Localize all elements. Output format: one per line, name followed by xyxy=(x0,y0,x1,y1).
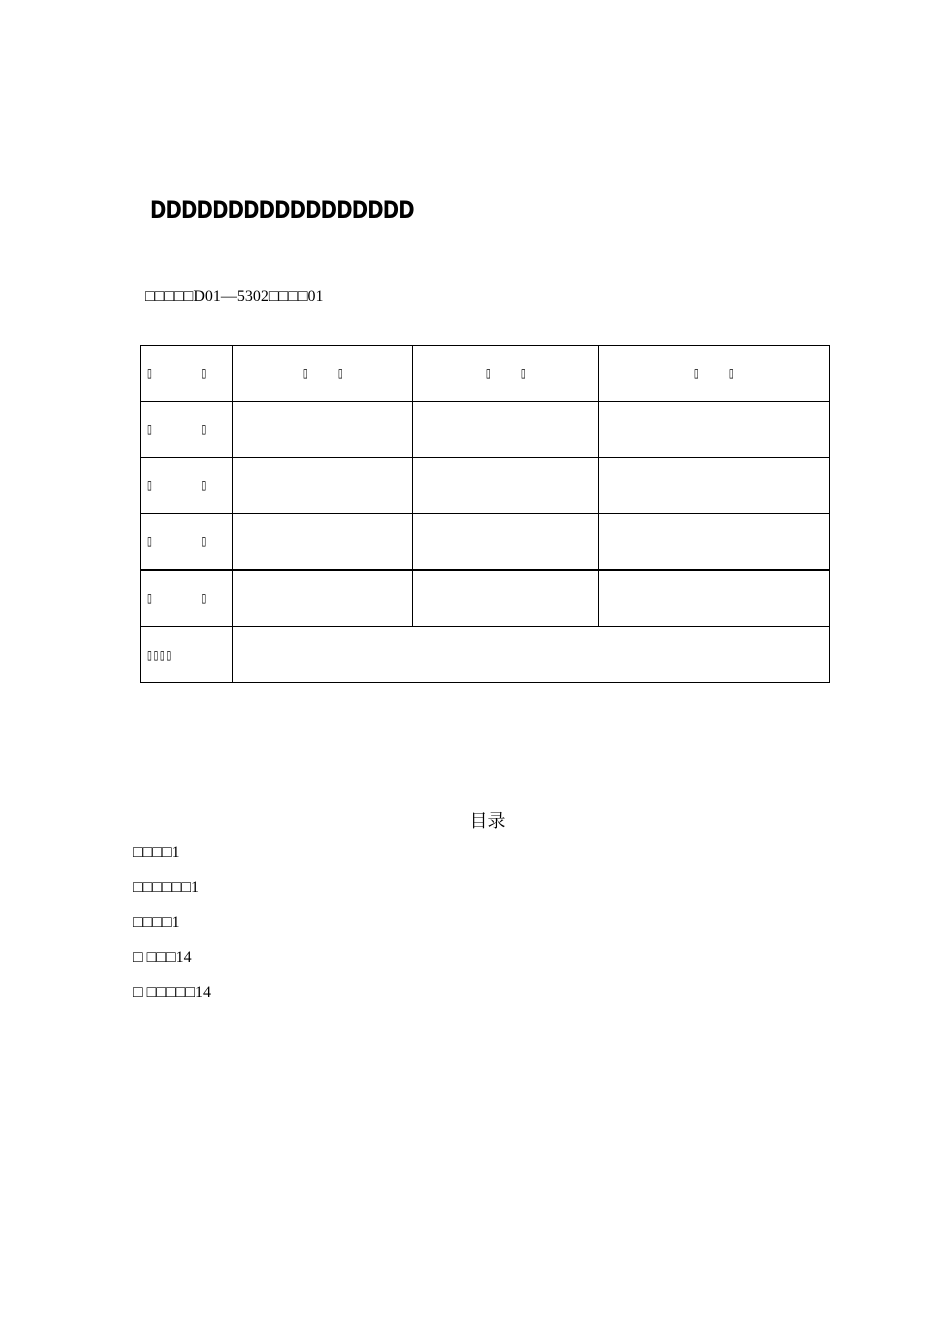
header-column-1 xyxy=(233,346,413,402)
toc-item[interactable]: □□□□□□1 xyxy=(133,879,199,896)
row-label-char: ▯ xyxy=(147,422,152,436)
header-char: ▯ xyxy=(520,366,526,380)
table-cell xyxy=(599,514,830,571)
table-cell xyxy=(233,402,413,458)
remarks-label: ▯▯▯▯ xyxy=(147,647,173,662)
toc-heading: 目录 xyxy=(469,811,506,832)
table-row xyxy=(141,402,830,458)
header-char: ▯ xyxy=(485,366,491,380)
header-label-char: ▯ xyxy=(201,366,207,380)
header-char: ▯ xyxy=(302,366,308,380)
table-row xyxy=(141,458,830,514)
row-label-cell xyxy=(141,570,233,627)
table-cell xyxy=(413,458,599,514)
toc-item[interactable]: □□□□1 xyxy=(133,844,180,861)
document-title: DDDDDDDDDDDDDDDDD xyxy=(150,196,414,224)
table-cell xyxy=(599,458,830,514)
table-cell xyxy=(413,402,599,458)
row-label-char: ▯ xyxy=(201,422,207,436)
row-label-cell xyxy=(141,402,233,458)
toc-item[interactable]: □ □□□□□14 xyxy=(133,984,211,1001)
table-cell xyxy=(233,570,413,627)
header-char: ▯ xyxy=(337,366,343,380)
remarks-label-cell xyxy=(141,627,233,683)
header-char: ▯ xyxy=(694,366,700,380)
row-label-cell xyxy=(141,458,233,514)
row-label-char: ▯ xyxy=(201,534,207,548)
table-cell xyxy=(233,458,413,514)
row-label-cell xyxy=(141,514,233,571)
table-cell xyxy=(599,402,830,458)
header-label-cell xyxy=(141,346,233,402)
remarks-row xyxy=(141,627,830,683)
header-label-char: ▯ xyxy=(147,366,152,380)
toc-list xyxy=(133,843,211,1018)
table-header-row xyxy=(141,346,830,402)
table-cell xyxy=(413,570,599,627)
remarks-cell xyxy=(233,627,830,683)
row-label-char: ▯ xyxy=(201,591,207,605)
toc-item[interactable]: □□□□1 xyxy=(133,914,180,931)
row-label-char: ▯ xyxy=(147,478,152,492)
table-cell xyxy=(599,570,830,627)
document-code: □□□□□D01—5302□□□□01 xyxy=(145,288,324,305)
row-label-char: ▯ xyxy=(147,591,152,605)
table-cell xyxy=(233,514,413,571)
table-row xyxy=(141,570,830,627)
header-column-3 xyxy=(599,346,830,402)
table-cell xyxy=(413,514,599,571)
row-label-char: ▯ xyxy=(147,534,152,548)
signoff-table xyxy=(140,345,830,683)
table-row xyxy=(141,514,830,571)
row-label-char: ▯ xyxy=(201,478,207,492)
header-column-2 xyxy=(413,346,599,402)
toc-item[interactable]: □ □□□14 xyxy=(133,949,192,966)
header-char: ▯ xyxy=(728,366,734,380)
